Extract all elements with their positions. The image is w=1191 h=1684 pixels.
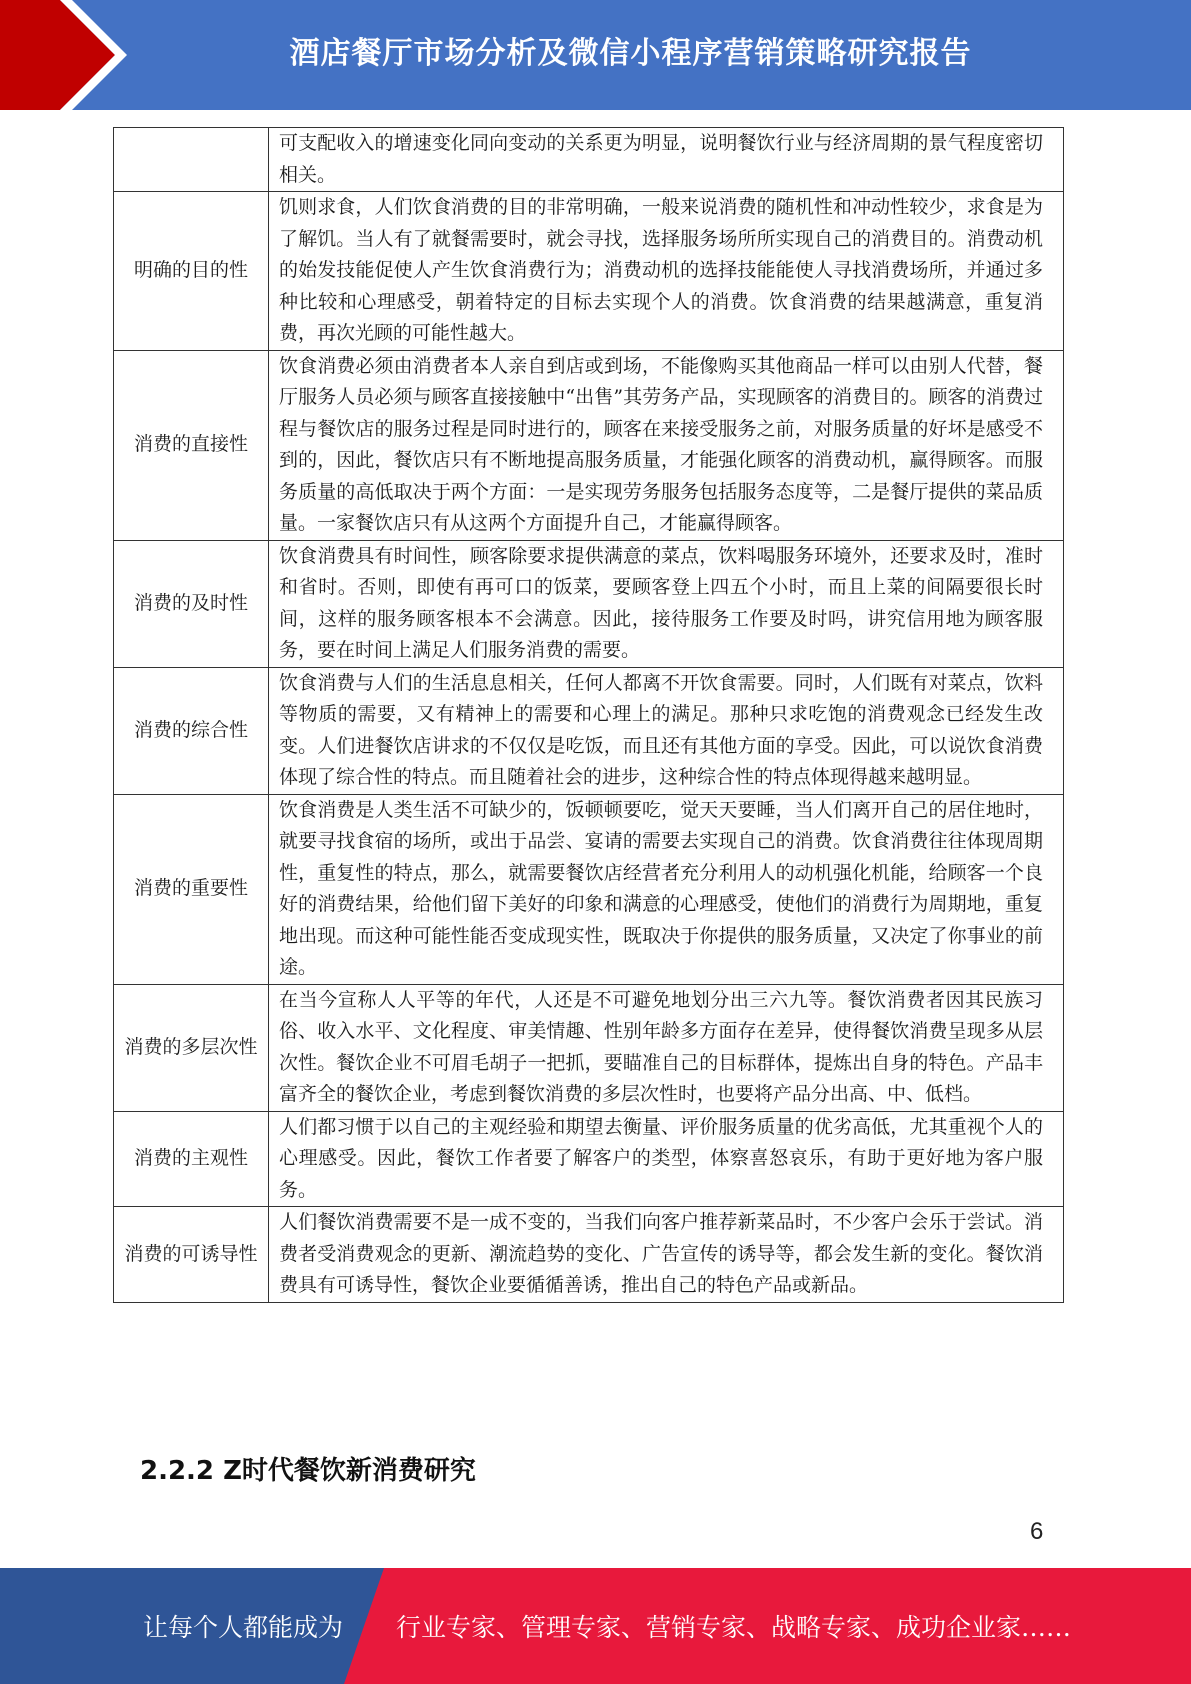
page-header (0, 0, 1191, 110)
row-label: 消费的主观性 (114, 1111, 269, 1207)
table-row (114, 1111, 1064, 1207)
row-label: 消费的综合性 (114, 667, 269, 794)
row-description: 人们餐饮消费需要不是一成不变的，当我们向客户推荐新菜品时，不少客户会乐于尝试。消费者受消费观念的更新、潮流趋势的变化、广告宣传的诱导等，都会发生新的变化。餐饮消费具有可诱导性，餐饮企业要循循善诱，推出自己的特色产品或新品。 (269, 1207, 1064, 1303)
row-description: 饮食消费与人们的生活息息相关，任何人都离不开饮食需要。同时，人们既有对菜点，饮料等物质的需要，又有精神上的需要和心理上的满足。那种只求吃饱的消费观念已经发生改变。人们进餐饮店讲求的不仅仅是吃饭，而且还有其他方面的享受。因此，可以说饮食消费体现了综合性的特点。而且随着社会的进步，这种综合性的特点体现得越来越明显。 (269, 667, 1064, 794)
footer-slogan-right: 行业专家、管理专家、营销专家、战略专家、成功企业家…… (396, 1613, 1072, 1642)
row-label: 消费的重要性 (114, 794, 269, 984)
report-title: 酒店餐厅市场分析及微信小程序营销策略研究报告 (289, 36, 972, 71)
table-row (114, 984, 1064, 1111)
footer-slogan-left: 让每个人都能成为 (143, 1613, 344, 1642)
row-label: 明确的目的性 (114, 192, 269, 351)
row-description: 饮食消费必须由消费者本人亲自到店或到场，不能像购买其他商品一样可以由别人代替，餐厅服务人员必须与顾客直接接触中“出售”其劳务产品，实现顾客的消费目的。顾客的消费过程与餐饮店的服务过程是同时进行的，顾客在来接受服务之前，对服务质量的好坏是感受不到的，因此，餐饮店只有不断地提高服务质量，才能强化顾客的消费动机，赢得顾客。而服务质量的高低取决于两个方面：一是实现劳务服务包括服务态度等，二是餐厅提供的菜品质量。一家餐饮店只有从这两个方面提升自己，才能赢得顾客。 (269, 350, 1064, 540)
row-label: 消费的及时性 (114, 540, 269, 667)
table-row (114, 794, 1064, 984)
row-description: 可支配收入的增速变化同向变动的关系更为明显，说明餐饮行业与经济周期的景气程度密切相关。 (269, 128, 1064, 192)
page-footer (0, 1568, 1191, 1684)
row-description: 饮食消费是人类生活不可缺少的，饭顿顿要吃，觉天天要睡，当人们离开自己的居住地时，就要寻找食宿的场所，或出于品尝、宴请的需要去实现自己的消费。饮食消费往往体现周期性，重复性的特点，那么，就需要餐饮店经营者充分利用人的动机强化机能，给顾客一个良好的消费结果，给他们留下美好的印象和满意的心理感受，使他们的消费行为周期地，重复地出现。而这种可能性能否变成现实性，既取决于你提供的服务质量，又决定了你事业的前途。 (269, 794, 1064, 984)
row-label: 消费的多层次性 (114, 984, 269, 1111)
header-arrow-decoration (0, 0, 150, 110)
row-description: 饥则求食，人们饮食消费的目的非常明确，一般来说消费的随机性和冲动性较少，求食是为了解饥。当人有了就餐需要时，就会寻找，选择服务场所所实现自己的消费目的。消费动机的始发技能促使人产生饮食消费行为；消费动机的选择技能能使人寻找消费场所，并通过多种比较和心理感受，朝着特定的目标去实现个人的消费。饮食消费的结果越满意，重复消费，再次光顾的可能性越大。 (269, 192, 1064, 351)
row-description: 在当今宣称人人平等的年代，人还是不可避免地划分出三六九等。餐饮消费者因其民族习俗、收入水平、文化程度、审美情趣、性别年龄多方面存在差异，使得餐饮消费呈现多从层次性。餐饮企业不可眉毛胡子一把抓，要瞄准自己的目标群体，提炼出自身的特色。产品丰富齐全的餐饮企业，考虑到餐饮消费的多层次性时，也要将产品分出高、中、低档。 (269, 984, 1064, 1111)
table-row (114, 667, 1064, 794)
row-label: 消费的直接性 (114, 350, 269, 540)
row-description: 人们都习惯于以自己的主观经验和期望去衡量、评价服务质量的优劣高低，尤其重视个人的心理感受。因此，餐饮工作者要了解客户的类型，体察喜怒哀乐，有助于更好地为客户服务。 (269, 1111, 1064, 1207)
section-heading: 2.2.2 Z时代餐饮新消费研究 (140, 1456, 476, 1486)
table-row (114, 1207, 1064, 1303)
table-row (114, 350, 1064, 540)
row-description: 饮食消费具有时间性，顾客除要求提供满意的菜点，饮料喝服务环境外，还要求及时，准时和省时。否则，即使有再可口的饭菜，要顾客登上四五个小时，而且上菜的间隔要很长时间，这样的服务顾客根本不会满意。因此，接待服务工作要及时吗，讲究信用地为顾客服务，要在时间上满足人们服务消费的需要。 (269, 540, 1064, 667)
table-row (114, 128, 1064, 192)
page-number: 6 (1030, 1518, 1044, 1545)
row-label: 消费的可诱导性 (114, 1207, 269, 1303)
table-row (114, 192, 1064, 351)
table-row (114, 540, 1064, 667)
characteristics-table (113, 127, 1064, 1303)
row-label (114, 128, 269, 192)
